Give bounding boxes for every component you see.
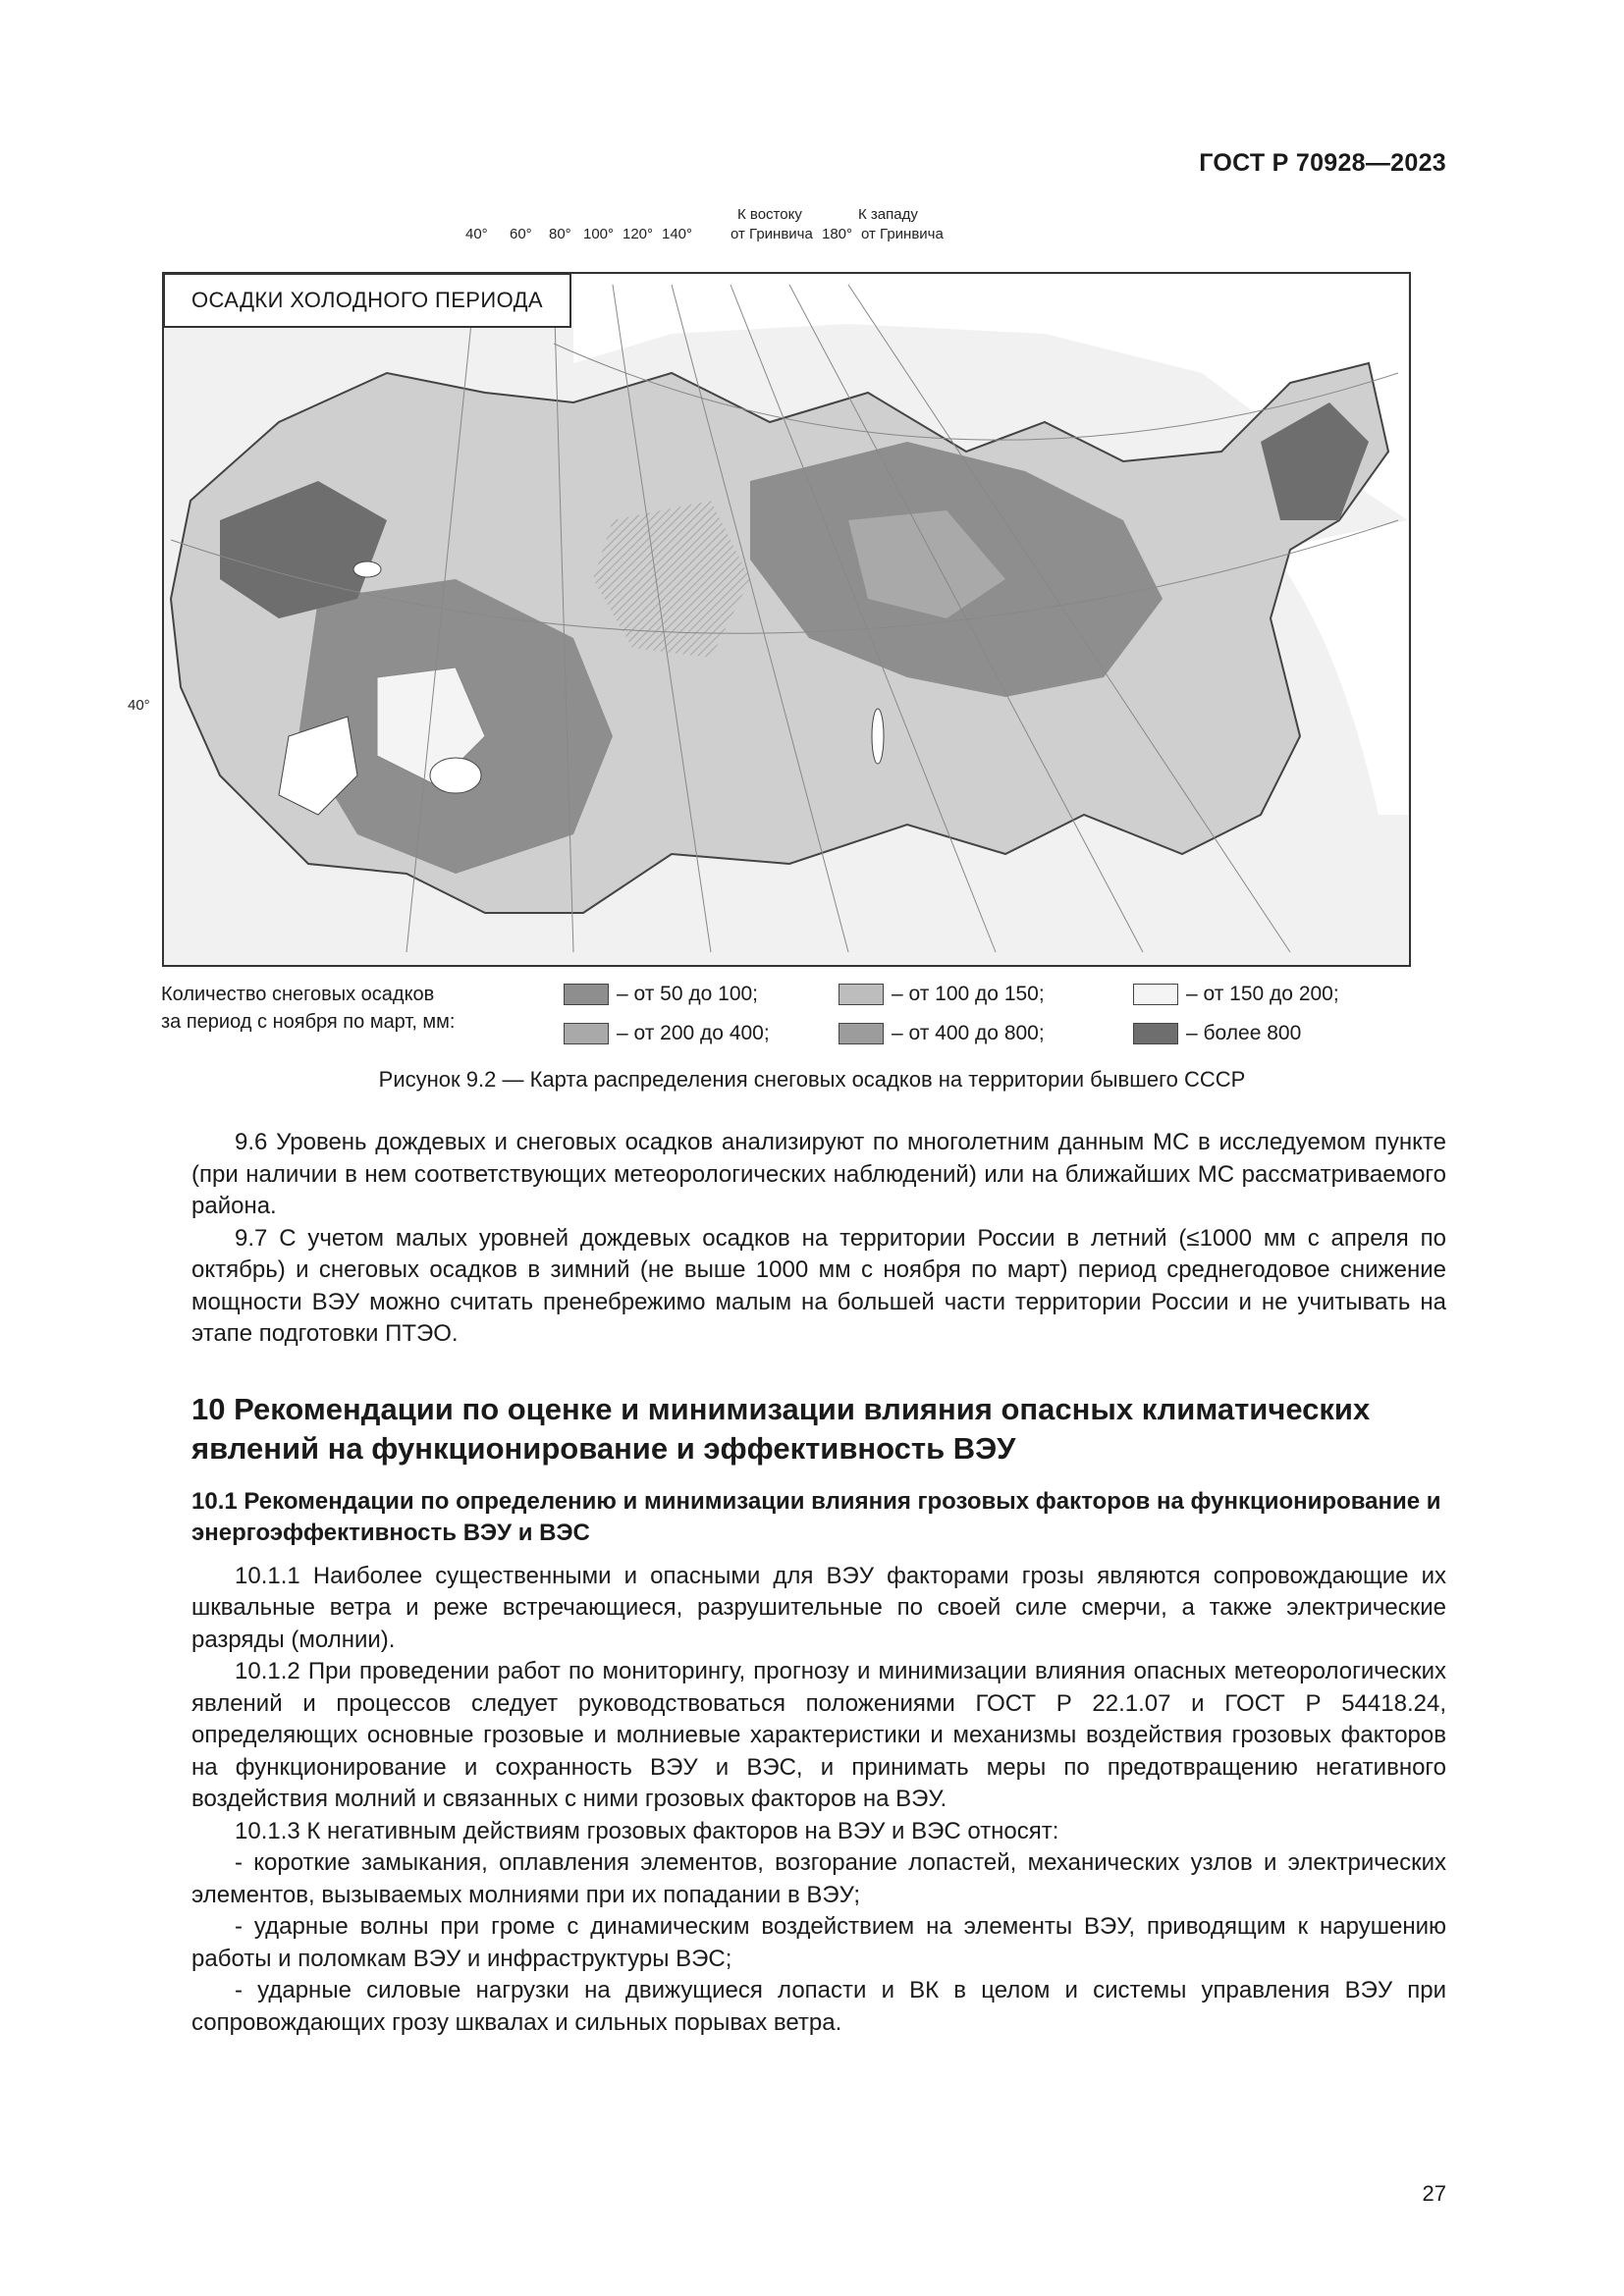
paragraph-10-1-2: 10.1.2 При проведении работ по мониторингу, прогнозу и минимизации влияния опасных метеорологических явлений и процессов следует руководствоваться положениями ГОСТ Р 22.1.07 и ГОСТ Р 54418.24, определяющих основные грозовые и молниевые характеристики и механизмы воздействия грозовых факторов на функционирование и сохранность ВЭУ и ВЭС, и принимать меры по предотвращению негативного воздействия молний и связанных с ними грозовых факторов на ВЭУ. bbox=[191, 1658, 1446, 1812]
longitude-label: 100° bbox=[583, 226, 615, 242]
legend-swatch bbox=[839, 1023, 884, 1044]
lon-180: 180° bbox=[822, 226, 853, 242]
east-label-line2: от Гринвича bbox=[731, 226, 813, 242]
document-body bbox=[191, 1127, 1446, 2039]
legend-item: – от 100 до 150; bbox=[839, 983, 1045, 1006]
lake bbox=[353, 561, 381, 577]
section-10-heading: 10 Рекомендации по оценке и минимизации влияния опасных климатических явлений на функционирование и эффективность ВЭУ bbox=[191, 1391, 1371, 1466]
subsection-10-1-heading: 10.1 Рекомендации по определению и минимизации влияния грозовых факторов на функционирование и энергоэффективность ВЭУ и ВЭС bbox=[191, 1487, 1441, 1546]
paragraph-9-7: 9.7 С учетом малых уровней дождевых осадков на территории России в летний (≤1000 мм с апреля по октябрь) и снеговых осадков в зимний (не выше 1000 мм с ноября по март) период среднегодовое снижение мощности ВЭУ можно считать пренебрежимо малым на большей части территории России и не учитывать на этапе подготовки ПТЭО. bbox=[191, 1224, 1446, 1347]
standard-code: ГОСТ Р 70928—2023 bbox=[1199, 149, 1446, 177]
map-graphic bbox=[161, 226, 1412, 967]
legend-swatch bbox=[564, 984, 609, 1005]
paragraph-9-6: 9.6 Уровень дождевых и снеговых осадков анализируют по многолетним данным МС в исследуемом пункте (при наличии в нем соответствующих метеорологических наблюдений) или на ближайших МС рассматриваемого района. bbox=[191, 1129, 1446, 1219]
latitude-label: 40° bbox=[128, 697, 150, 714]
longitude-label: 80° bbox=[549, 226, 571, 242]
snow-precipitation-figure bbox=[128, 206, 1412, 1065]
page-number: 27 bbox=[1422, 2181, 1446, 2206]
legend-item: – более 800 bbox=[1133, 1022, 1301, 1045]
legend-swatch bbox=[1133, 984, 1178, 1005]
east-label-line1: К востоку bbox=[737, 206, 802, 223]
west-label-line2: от Гринвича bbox=[861, 226, 944, 242]
legend-caption: Количество снеговых осадков за период с ноября по март, мм: bbox=[161, 984, 456, 1033]
paragraph-10-1-1: 10.1.1 Наиболее существенными и опасными для ВЭУ факторами грозы являются сопровождающие их шквальные ветра и реже встречающиеся, разрушительные по своей силе смерчи, а также электрические разряды (молнии). bbox=[191, 1562, 1446, 1653]
legend-swatch bbox=[839, 984, 884, 1005]
legend-item: – от 150 до 200; bbox=[1133, 983, 1339, 1006]
longitude-label: 120° bbox=[623, 226, 654, 242]
longitude-label: 40° bbox=[465, 226, 488, 242]
longitude-label: 140° bbox=[662, 226, 693, 242]
legend-item: – от 200 до 400; bbox=[564, 1022, 770, 1045]
paragraph-10-1-3: 10.1.3 К негативным действиям грозовых факторов на ВЭУ и ВЭС относят: bbox=[235, 1817, 1059, 1844]
lake-baikal bbox=[872, 709, 884, 764]
legend-swatch bbox=[564, 1023, 609, 1044]
legend-swatch bbox=[1133, 1023, 1178, 1044]
west-label-line1: К западу bbox=[858, 206, 918, 223]
legend-item: – от 50 до 100; bbox=[564, 983, 758, 1006]
longitude-label: 60° bbox=[510, 226, 532, 242]
figure-caption: Рисунок 9.2 — Карта распределения снеговых осадков на территории бывшего СССР bbox=[378, 1067, 1246, 1092]
list-item: - короткие замыкания, оплавления элементов, возгорание лопастей, механических узлов и электрических элементов, вызываемых молниями при их попадании в ВЭУ; bbox=[191, 1849, 1446, 1908]
map-title: ОСАДКИ ХОЛОДНОГО ПЕРИОДА bbox=[163, 273, 571, 328]
aral-sea bbox=[430, 758, 481, 793]
list-item: - ударные волны при громе с динамическим воздействием на элементы ВЭУ, приводящим к нарушению работы и поломкам ВЭУ и инфраструктуры ВЭС; bbox=[191, 1913, 1446, 1972]
map-legend bbox=[161, 981, 1412, 1065]
precipitation-map bbox=[128, 206, 1412, 967]
list-item: - ударные силовые нагрузки на движущиеся лопасти и ВК в целом и системы управления ВЭУ при сопровождающих грозу шквалах и сильных порывах ветра. bbox=[191, 1977, 1446, 2036]
legend-item: – от 400 до 800; bbox=[839, 1022, 1045, 1045]
